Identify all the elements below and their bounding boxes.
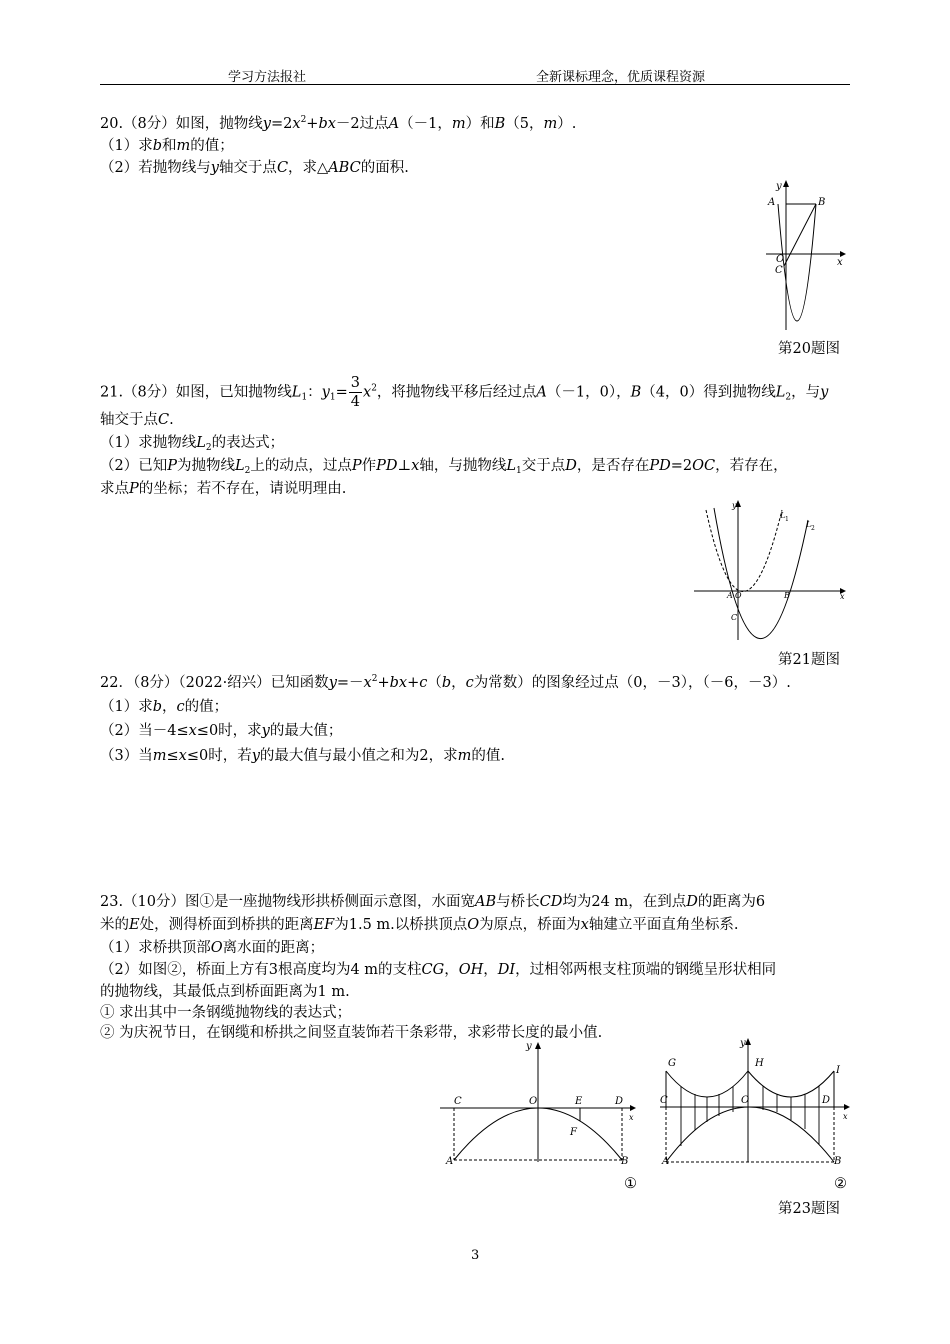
svg-text:D: D — [822, 1095, 831, 1106]
svg-text:L: L — [806, 520, 812, 529]
q21-stem-cont: 轴交于点C. — [100, 412, 174, 428]
svg-text:O: O — [735, 591, 742, 600]
q22-stem: 22．（8分）（2022·绍兴）已知函数$y=-x^2+bx+c(b$，c为常数）的图象经过点（0，－3），（－6，－3）. — [100, 674, 791, 691]
q23-figure2-mark: ② — [834, 1176, 847, 1192]
q23-stem: 23.（10分）图①是一座抛物线形拱桥侧面示意图，水面宽AB与桥长CD均为24 m，在到点D的距离为6 — [100, 894, 766, 910]
q20-figure — [760, 178, 850, 334]
svg-text:C: C — [731, 613, 738, 622]
svg-text:y: y — [732, 501, 737, 510]
q21-figure — [690, 498, 850, 644]
svg-text:G: G — [668, 1058, 676, 1069]
q20-caption: 第20题图 — [778, 341, 840, 357]
q23-figure1 — [438, 1038, 644, 1166]
svg-text:A: A — [662, 1156, 670, 1167]
q21-caption: 第21题图 — [778, 652, 840, 668]
q23-figure2 — [656, 1036, 856, 1166]
svg-text:H: H — [755, 1058, 764, 1069]
svg-text:x: x — [837, 257, 843, 268]
svg-text:O: O — [529, 1096, 538, 1107]
q23-subpart1: ① 求出其中一条钢缆抛物线的表达式； — [100, 1005, 352, 1021]
q21-part1: （1）求抛物线$L_2$的表达式； — [100, 435, 285, 453]
svg-text:C: C — [775, 265, 783, 276]
svg-text:F: F — [570, 1127, 577, 1138]
page-number: 3 — [471, 1248, 480, 1263]
svg-text:2: 2 — [811, 525, 815, 532]
q23-part2-cont: 的抛物线，其最低点到桥面距离为1 m. — [100, 984, 350, 1000]
q22-part2: （2）当－4≤x≤0时，求y的最大值； — [100, 723, 343, 739]
svg-text:D: D — [615, 1096, 624, 1107]
svg-text:1: 1 — [785, 516, 789, 523]
fraction-three-fourths: $\frac{3}{4}$ — [350, 375, 360, 410]
svg-text:B: B — [621, 1156, 629, 1167]
svg-text:B: B — [834, 1156, 842, 1167]
header-divider — [100, 84, 850, 85]
q23-subpart2: ② 为庆祝节日，在钢缆和桥拱之间竖直装饰若干条彩带，求彩带长度的最小值. — [100, 1025, 603, 1041]
svg-text:C: C — [454, 1096, 462, 1107]
svg-text:A: A — [768, 197, 776, 208]
q23-part2: （2）如图②，桥面上方有3根高度均为4 m的支柱CG，OH，DI，过相邻两根支柱顶端的钢缆呈形状相同 — [100, 962, 777, 978]
q22-part1: （1）求b，c的值； — [100, 699, 229, 715]
q21-part2-cont: 求点P的坐标；若不存在，请说明理由. — [100, 481, 347, 497]
q21-part2: （2）已知P为抛物线$L_2$上的动点，过点P作PD⊥x轴，与抛物线$L_1$交于点D，是否存在PD=2OC，若存在， — [100, 458, 788, 476]
q20-part2: （2）若抛物线与y轴交于点C，求△ABC的面积. — [100, 160, 409, 176]
q20-part1: （1）求b和m的值； — [100, 138, 234, 154]
q23-caption: 第23题图 — [778, 1201, 840, 1217]
svg-text:I: I — [836, 1065, 840, 1076]
q22-part3: （3）当m≤x≤0时，若y的最大值与最小值之和为2，求m的值. — [100, 748, 505, 764]
svg-text:A: A — [446, 1156, 454, 1167]
svg-text:L: L — [780, 511, 786, 520]
q21-stem: 21.（8分）如图，已知抛物线$L_1$：$y_1=$ $\frac{3}{4}$ $x^2$，将抛物线平移后经过点A（－1，0），B（4，0）得到抛物线$L_2$，与y — [100, 375, 829, 410]
q23-part1: （1）求桥拱顶部O离水面的距离； — [100, 940, 325, 956]
q20-stem: 20.（8分）如图，抛物线$y=2x^2+bx-2$过点A（－1，m）和B（5，m）. — [100, 115, 577, 132]
svg-text:B: B — [784, 591, 790, 600]
svg-text:x: x — [629, 1113, 634, 1122]
svg-text:O: O — [776, 254, 785, 265]
svg-text:A: A — [727, 591, 733, 600]
svg-text:C: C — [660, 1095, 668, 1106]
header-left: 学习方法报社 — [228, 70, 307, 85]
svg-text:x: x — [843, 1112, 848, 1121]
svg-text:x: x — [840, 592, 845, 601]
q23-stem-cont: 米的E处，测得桥面到桥拱的距离EF为1.5 m.以桥拱顶点O为原点，桥面为x轴建立平面直角坐标系. — [100, 917, 739, 933]
svg-text:O: O — [741, 1095, 750, 1106]
svg-text:y: y — [776, 181, 782, 192]
svg-text:y: y — [740, 1038, 746, 1049]
svg-text:E: E — [575, 1096, 583, 1107]
svg-text:B: B — [818, 197, 826, 208]
header-right: 全新课标理念，优质课程资源 — [536, 70, 706, 85]
svg-text:y: y — [526, 1041, 532, 1052]
q23-figure1-mark: ① — [624, 1176, 637, 1192]
